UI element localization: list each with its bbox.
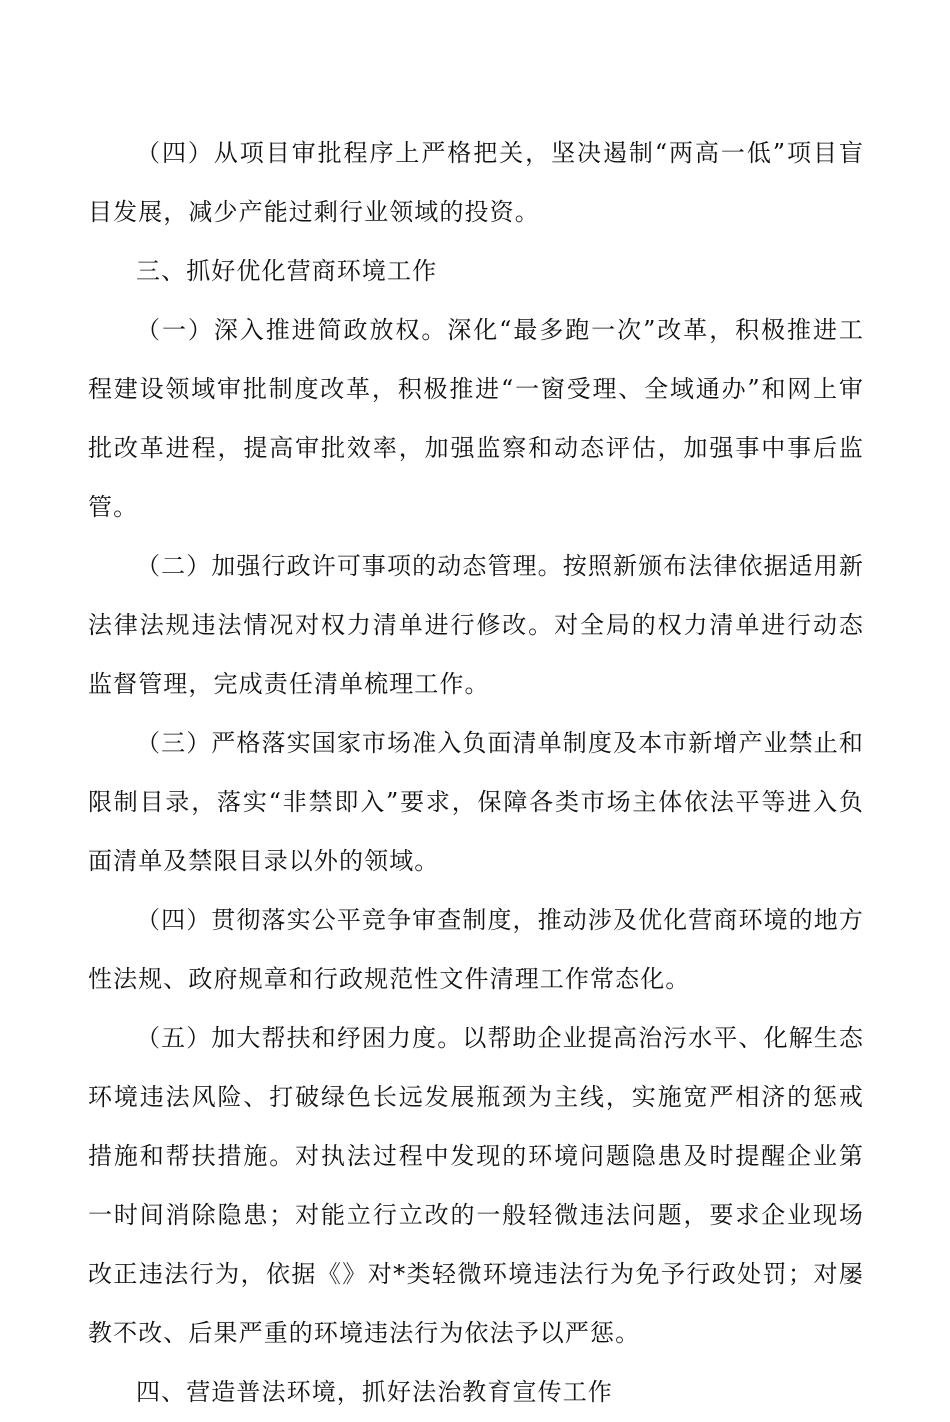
paragraph-item-3-negative-list: （三）严格落实国家市场准入负面清单制度及本市新增产业禁止和限制目录，落实“非禁即入”要求，保障各类市场主体依法平等进入负面清单及禁限目录以外的领域。 (88, 729, 864, 875)
section-heading-4: 四、营造普法环境，抓好法治教育宣传工作 (136, 1378, 613, 1406)
paragraph-item-4-project-approval: （四）从项目审批程序上严格把关，坚决遏制“两高一低”项目盲目发展，减少产能过剩行业领域的投资。 (88, 139, 864, 226)
paragraph-item-4-fair-competition: （四）贯彻落实公平竞争审查制度，推动涉及优化营商环境的地方性法规、政府规章和行政规范性文件清理工作常态化。 (88, 906, 864, 993)
paragraph-item-2-permit-management: （二）加强行政许可事项的动态管理。按照新颁布法律依据适用新法律法规违法情况对权力清单进行修改。对全局的权力清单进行动态监督管理，完成责任清单梳理工作。 (88, 552, 864, 698)
paragraph-item-5-assistance: （五）加大帮扶和纾困力度。以帮助企业提高治污水平、化解生态环境违法风险、打破绿色长远发展瓶颈为主线，实施宽严相济的惩戒措施和帮扶措施。对执法过程中发现的环境问题隐患及时提醒企业第一时间消除隐患；对能立行立改的一般轻微违法问题，要求企业现场改正违法行为，依据《》对*类轻微环境违法行为免予行政处罚；对屡教不改、后果严重的环境违法行为依法予以严惩。 (88, 1024, 864, 1347)
paragraph-item-1-streamlining: （一）深入推进简政放权。深化“最多跑一次”改革，积极推进工程建设领域审批制度改革，积极推进“一窗受理、全域通办”和网上审批改革进程，提高审批效率，加强监察和动态评估，加强事中事后监管。 (88, 316, 864, 521)
section-heading-3: 三、抓好优化营商环境工作 (136, 257, 438, 285)
document-body (88, 124, 864, 1422)
